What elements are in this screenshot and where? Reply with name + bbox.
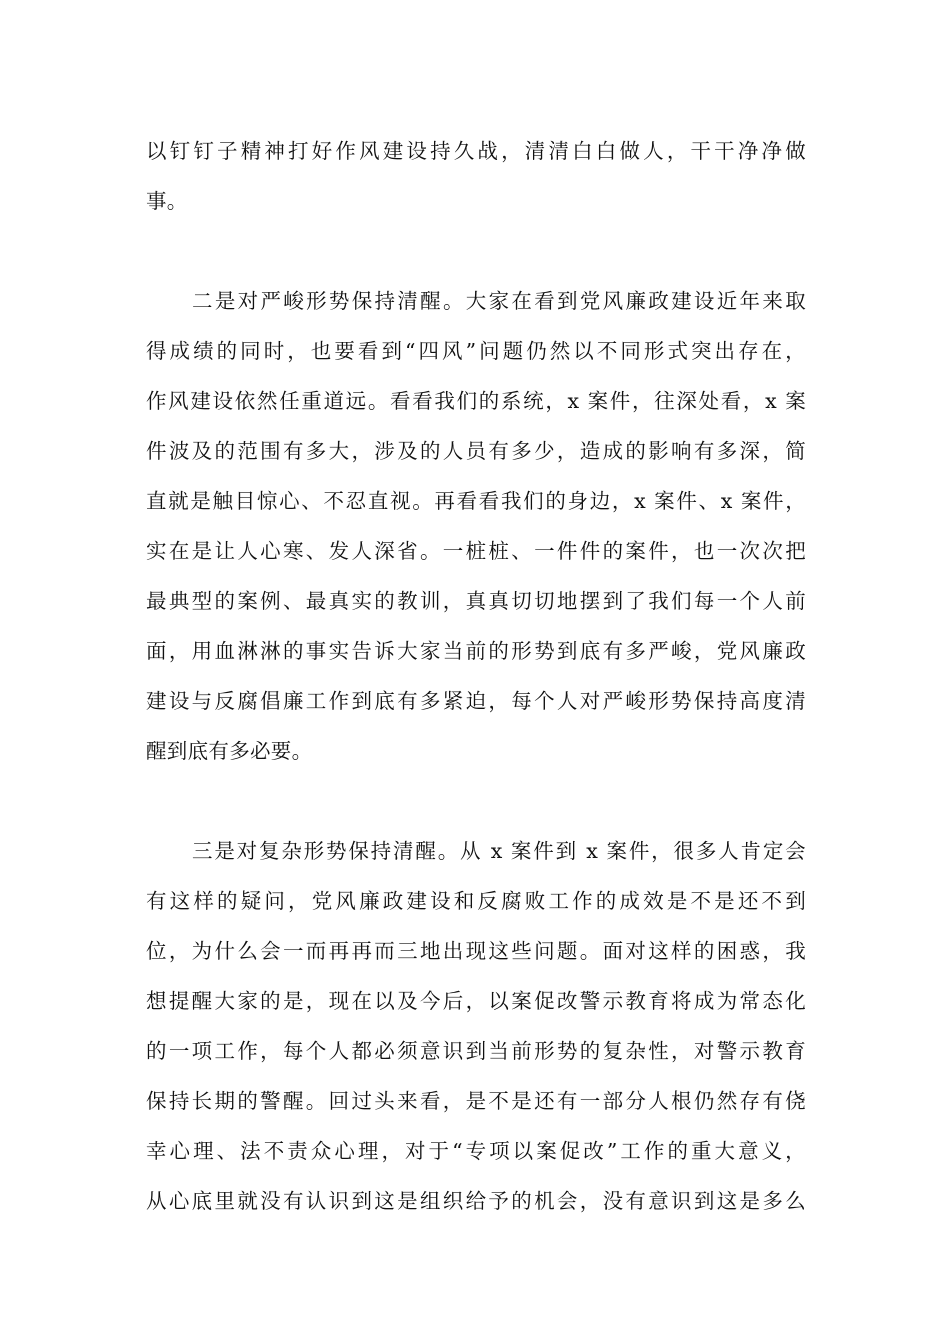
paragraph-gap <box>146 776 806 826</box>
text-line: 从心底里就没有认识到这是组织给予的机会，没有意识到这是多么 <box>146 1189 806 1213</box>
text-line: 幸心理、法不责众心理，对于“专项以案促改”工作的重大意义， <box>146 1139 806 1163</box>
text-line: 位，为什么会一而再再而三地出现这些问题。面对这样的困惑，我 <box>146 939 806 963</box>
text-line: 件波及的范围有多大，涉及的人员有多少，造成的影响有多深，简 <box>146 439 806 463</box>
text-line: 得成绩的同时，也要看到“四风”问题仍然以不同形式突出存在， <box>146 339 806 363</box>
text-line: 直就是触目惊心、不忍直视。再看看我们的身边，x 案件、x 案件， <box>146 489 806 513</box>
text-line: 以钉钉子精神打好作风建设持久战，清清白白做人，干干净净做 <box>146 139 806 163</box>
text-line: 的一项工作，每个人都必须意识到当前形势的复杂性，对警示教育 <box>146 1039 806 1063</box>
text-line: 三是对复杂形势保持清醒。从 x 案件到 x 案件，很多人肯定会 <box>192 839 806 863</box>
text-line: 建设与反腐倡廉工作到底有多紧迫，每个人对严峻形势保持高度清 <box>146 689 806 713</box>
document-body <box>146 126 806 1226</box>
text-line: 最典型的案例、最真实的教训，真真切切地摆到了我们每一个人前 <box>146 589 806 613</box>
text-line: 作风建设依然任重道远。看看我们的系统，x 案件，往深处看，x 案 <box>146 389 806 413</box>
text-line: 面，用血淋淋的事实告诉大家当前的形势到底有多严峻，党风廉政 <box>146 639 806 663</box>
paragraph-1 <box>146 126 806 226</box>
text-line: 实在是让人心寒、发人深省。一桩桩、一件件的案件，也一次次把 <box>146 539 806 563</box>
text-line: 事。 <box>146 189 188 213</box>
text-line: 想提醒大家的是，现在以及今后，以案促改警示教育将成为常态化 <box>146 989 806 1013</box>
paragraph-gap <box>146 226 806 276</box>
text-line: 醒到底有多必要。 <box>146 739 313 763</box>
text-line: 有这样的疑问，党风廉政建设和反腐败工作的成效是不是还不到 <box>146 889 806 913</box>
paragraph-2 <box>146 276 806 776</box>
text-line: 保持长期的警醒。回过头来看，是不是还有一部分人根仍然存有侥 <box>146 1089 806 1113</box>
paragraph-3 <box>146 826 806 1226</box>
text-line: 二是对严峻形势保持清醒。大家在看到党风廉政建设近年来取 <box>192 289 806 313</box>
